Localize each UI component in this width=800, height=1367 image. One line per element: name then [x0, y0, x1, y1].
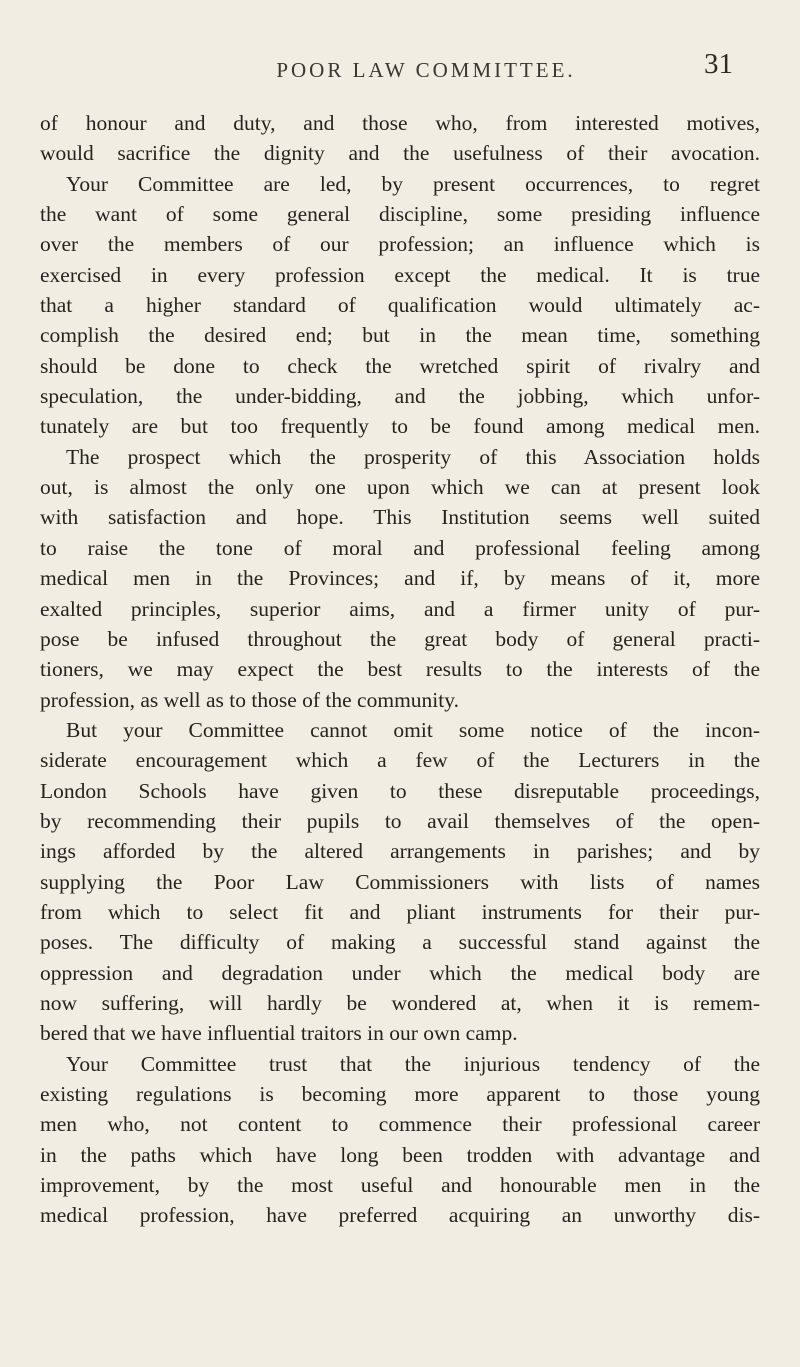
text-line: poses. The difficulty of making a successful stand against the	[40, 930, 760, 955]
text-line: Your Committee trust that the injurious tendency of the	[66, 1051, 760, 1076]
text-line: medical men in the Provinces; and if, by means of it, more	[40, 566, 760, 591]
text-line: from which to select fit and pliant instruments for their pur-	[40, 899, 760, 924]
text-line: tioners, we may expect the best results to the interests of the	[40, 657, 760, 682]
text-line: tunately are but too frequently to be found among medical men.	[40, 414, 760, 439]
text-line: Your Committee are led, by present occurrences, to regret	[66, 171, 760, 196]
text-line: over the members of our profession; an influence which is	[40, 232, 760, 257]
text-line: exalted principles, superior aims, and a firmer unity of pur-	[40, 596, 760, 621]
text-line: now suffering, will hardly be wondered at, when it is remem-	[40, 990, 760, 1015]
text-line: men who, not content to commence their professional career	[40, 1112, 760, 1137]
text-line: speculation, the under-bidding, and the jobbing, which unfor-	[40, 384, 760, 409]
text-line: should be done to check the wretched spirit of rivalry and	[40, 353, 760, 378]
text-line: to raise the tone of moral and professional feeling among	[40, 535, 760, 560]
text-line: ings afforded by the altered arrangements in parishes; and by	[40, 839, 760, 864]
text-line: siderate encouragement which a few of the Lecturers in the	[40, 748, 760, 773]
text-line: in the paths which have long been trodden with advantage and	[40, 1142, 760, 1167]
text-line: of honour and duty, and those who, from interested motives,	[40, 111, 760, 135]
text-line: with satisfaction and hope. This Institution seems well suited	[40, 505, 760, 530]
text-line: bered that we have influential traitors in our own camp.	[40, 1021, 518, 1046]
text-line: oppression and degradation under which the medical body are	[40, 960, 760, 985]
text-line: complish the desired end; but in the mean time, something	[40, 323, 760, 348]
text-line: by recommending their pupils to avail themselves of the open-	[40, 808, 760, 833]
text-line: The prospect which the prosperity of this Association holds	[66, 444, 760, 469]
text-line: But your Committee cannot omit some notice of the incon-	[66, 717, 760, 742]
text-line: exercised in every profession except the medical. It is true	[40, 262, 760, 287]
text-line: the want of some general discipline, some presiding influence	[40, 202, 760, 227]
body-text	[40, 108, 760, 1231]
running-head: POOR LAW COMMITTEE.	[276, 58, 576, 82]
text-line: that a higher standard of qualification would ultimately ac-	[40, 293, 760, 318]
text-line: supplying the Poor Law Commissioners with lists of names	[40, 869, 760, 894]
text-line: London Schools have given to these disreputable proceedings,	[40, 778, 760, 803]
text-line: pose be infused throughout the great body of general practi-	[40, 626, 760, 651]
text-line: improvement, by the most useful and honourable men in the	[40, 1173, 760, 1198]
text-line: existing regulations is becoming more apparent to those young	[40, 1082, 760, 1106]
text-line: profession, as well as to those of the community.	[40, 687, 459, 712]
text-line: out, is almost the only one upon which we can at present look	[40, 475, 760, 500]
text-line: would sacrifice the dignity and the usefulness of their avocation.	[40, 141, 760, 166]
text-line: medical profession, have preferred acquiring an unworthy dis-	[40, 1203, 760, 1228]
page-number: 31	[704, 48, 733, 80]
